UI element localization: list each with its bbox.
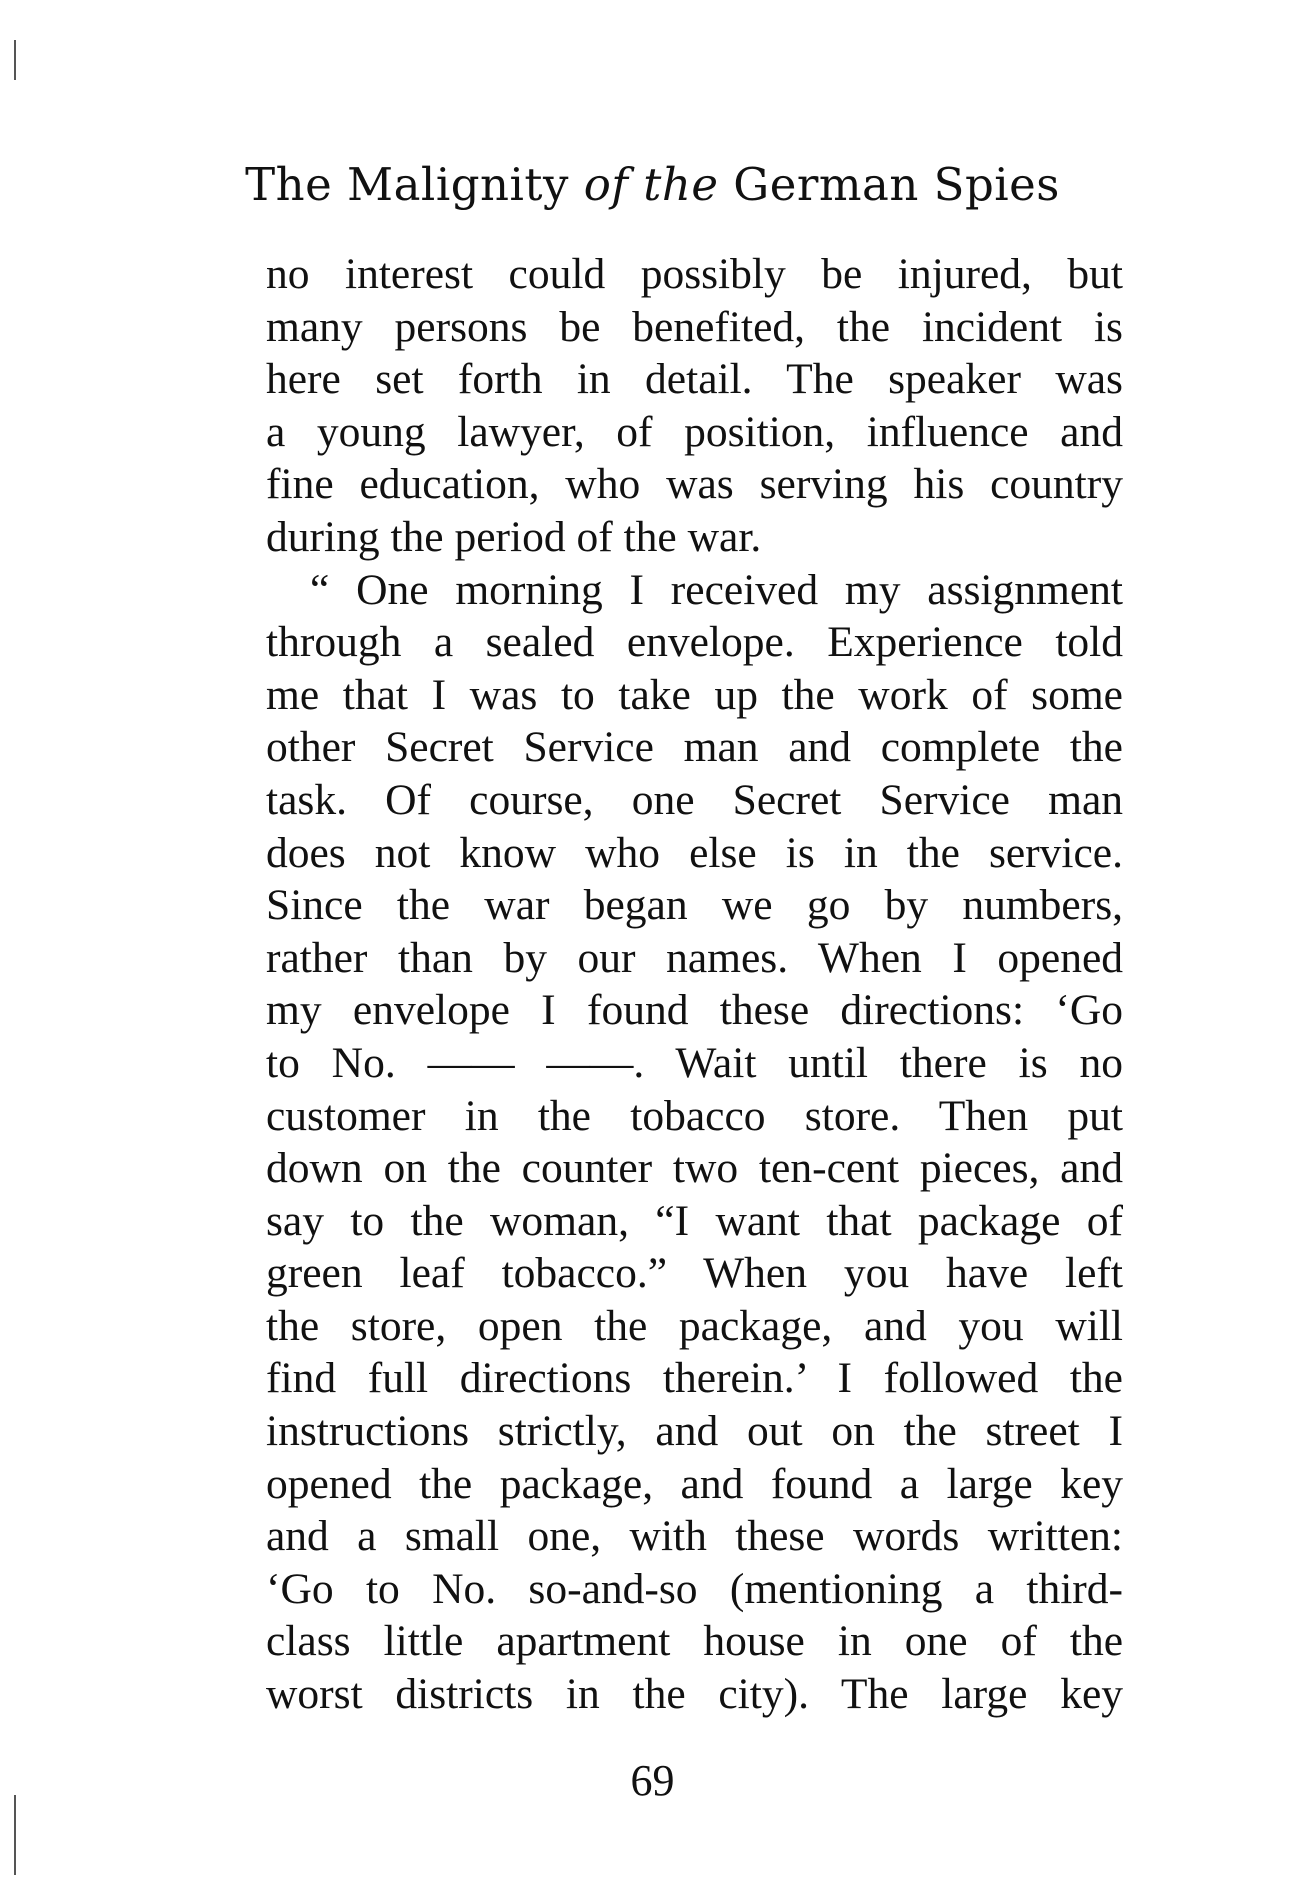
- text-line: other Secret Service man and complete the: [266, 723, 1123, 772]
- text-line: me that I was to take up the work of some: [266, 670, 1123, 719]
- text-line: class little apartment house in one of the: [266, 1617, 1123, 1666]
- scan-edge-mark-top: [14, 40, 16, 80]
- body-text: [266, 248, 1123, 1721]
- text-line: task. Of course, one Secret Service man: [266, 775, 1123, 824]
- text-line: a young lawyer, of position, influence and: [266, 407, 1123, 456]
- text-line: many persons be benefited, the incident is: [266, 302, 1123, 351]
- text-line: during the period of the war.: [266, 512, 762, 561]
- text-line: opened the package, and found a large key: [266, 1459, 1123, 1508]
- text-line: customer in the tobacco store. Then put: [266, 1091, 1123, 1140]
- text-line: ‘Go to No. so-and-so (mentioning a third-: [266, 1564, 1123, 1613]
- text-line: here set forth in detail. The speaker was: [266, 355, 1123, 404]
- running-head-part-2: of the: [583, 158, 719, 211]
- text-line: say to the woman, “I want that package of: [266, 1196, 1123, 1245]
- text-line: no interest could possibly be injured, but: [266, 250, 1123, 298]
- text-line: does not know who else is in the service.: [266, 828, 1123, 877]
- text-line: instructions strictly, and out on the street I: [266, 1407, 1123, 1456]
- running-head-part-1: The Malignity: [245, 158, 584, 211]
- running-head-part-3: German Spies: [718, 158, 1060, 211]
- text-line: and a small one, with these words written:: [266, 1512, 1123, 1561]
- text-line: to No. —— ——. Wait until there is no: [266, 1038, 1123, 1087]
- text-line: “ One morning I received my assignment: [310, 565, 1123, 614]
- text-line: worst districts in the city). The large key: [266, 1670, 1123, 1719]
- scan-edge-mark-bottom: [14, 1795, 16, 1875]
- text-line: the store, open the package, and you will: [266, 1301, 1123, 1350]
- text-line: my envelope I found these directions: ‘Go: [266, 986, 1123, 1035]
- text-line: through a sealed envelope. Experience told: [266, 618, 1123, 667]
- text-line: green leaf tobacco.” When you have left: [266, 1249, 1123, 1298]
- text-line: down on the counter two ten-cent pieces, and: [266, 1144, 1123, 1193]
- running-head: [0, 158, 1305, 211]
- text-line: Since the war began we go by numbers,: [266, 881, 1123, 930]
- page-number: 69: [630, 1756, 675, 1805]
- text-line: fine education, who was serving his country: [266, 460, 1123, 509]
- text-line: rather than by our names. When I opened: [266, 933, 1123, 982]
- text-line: find full directions therein.’ I followed the: [266, 1354, 1123, 1403]
